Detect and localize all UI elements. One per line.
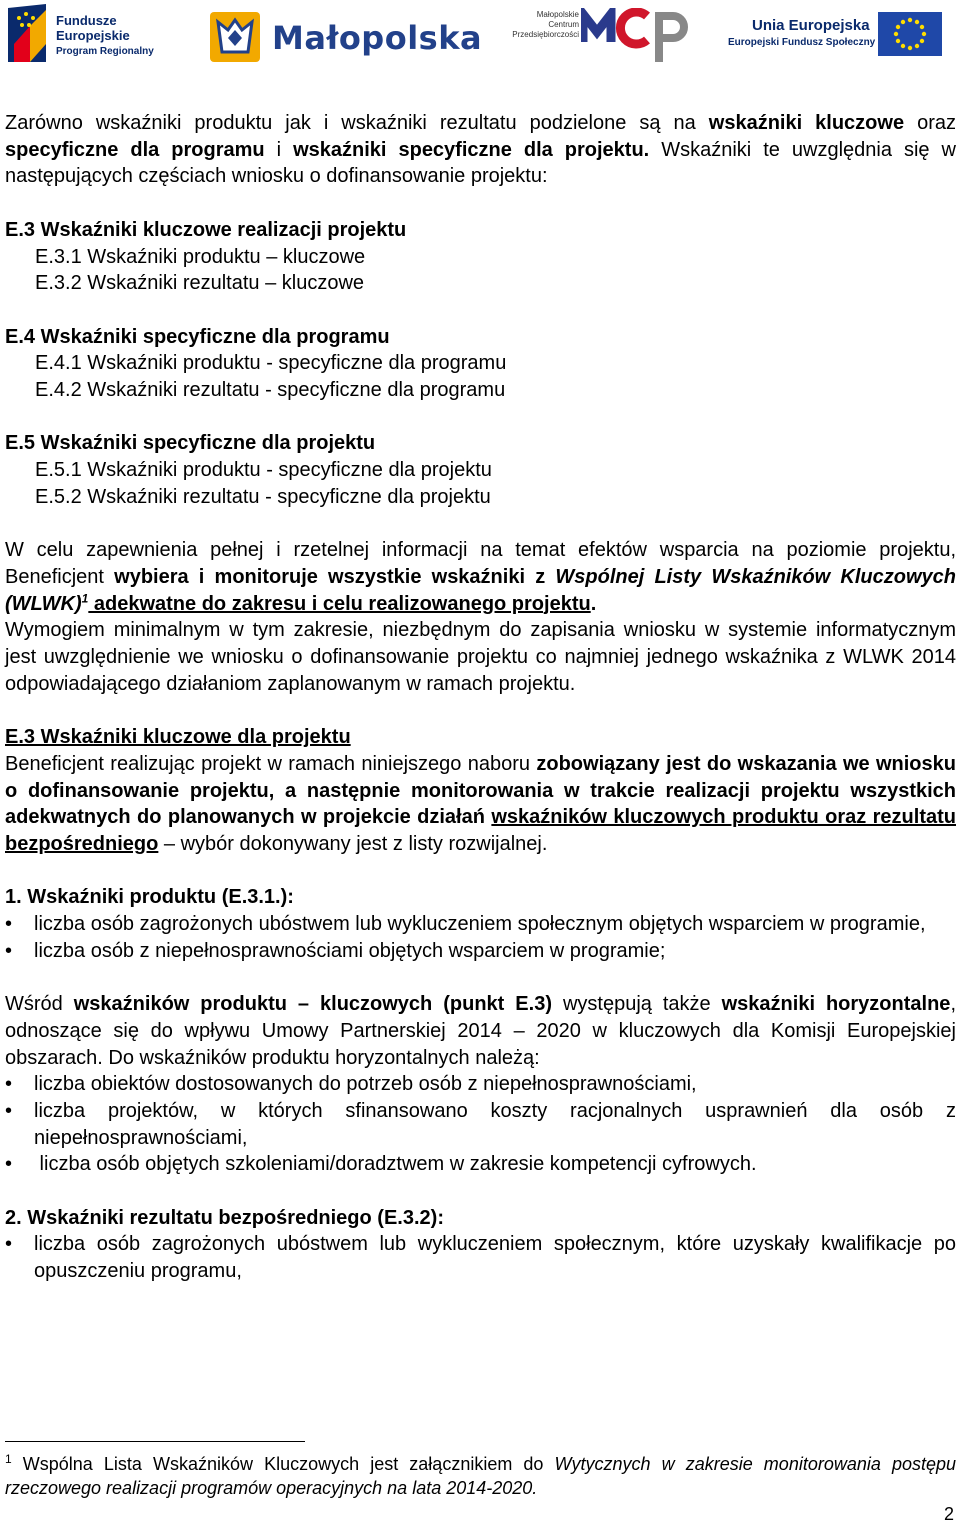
list-item xyxy=(5,911,956,938)
toc-heading-e3: E.3 Wskaźniki kluczowe realizacji projektu xyxy=(5,218,407,241)
footnote-text: Wspólna Lista Wskaźników Kluczowych jest załącznikiem do xyxy=(11,1454,555,1474)
list-item-text: liczba osób zagrożonych ubóstwem lub wykluczeniem społecznym, które uzyskały kwalifikacje po opuszczeniu programu, xyxy=(34,1233,956,1283)
wlwk-paragraph xyxy=(5,537,956,617)
horiz-bold-2: wskaźniki horyzontalne xyxy=(721,993,951,1016)
wlwk-text-1: W celu zapewnienia pełnej i rzetelnej informacji na temat efektów wsparcia na poziomie projektu, Beneficjent xyxy=(5,539,956,588)
logo-unia-europejska xyxy=(724,10,944,60)
footnote xyxy=(5,1452,956,1500)
e3-text-2: – wybór dokonywany jest z listy rozwijalnej. xyxy=(158,832,548,855)
list-item-text: liczba projektów, w których sfinansowano koszty racjonalnych usprawnień dla osób z niepełnosprawnościami, xyxy=(34,1099,956,1149)
list-item xyxy=(5,1151,956,1178)
horiz-text-2: występują także xyxy=(551,993,722,1016)
header-logos xyxy=(0,0,960,75)
list-item-text: liczba osób z niepełnosprawnościami objętych wsparciem w programie; xyxy=(34,939,666,962)
intro-bold-2: specyficzne dla programu xyxy=(5,138,265,161)
logo-fundusze-europejskie xyxy=(8,4,158,62)
list-item-text: liczba osób objętych szkoleniami/doradztwem w zakresie kompetencji cyfrowych. xyxy=(34,1153,757,1176)
fe-line1: Fundusze xyxy=(56,13,117,28)
malopolska-wordmark: Małopolska xyxy=(272,19,483,57)
toc-item-e52: E.5.2 Wskaźniki rezultatu - specyficzne dla projektu xyxy=(35,485,491,508)
list-item xyxy=(5,1098,956,1151)
wlwk-bold-1: wybiera i monitoruje wszystkie wskaźniki z xyxy=(114,565,556,588)
document-body xyxy=(5,110,956,1285)
mcp-line1: Małopolskie xyxy=(536,10,579,19)
intro-bold-3: wskaźniki specyficzne dla projektu. xyxy=(293,138,650,161)
bullet-icon: • xyxy=(5,1099,13,1122)
eu-line1: Unia Europejska xyxy=(752,17,870,34)
list-item-text: liczba obiektów dostosowanych do potrzeb osób z niepełnosprawnościami, xyxy=(34,1073,697,1096)
footnote-italic-text: Wytycznych w zakresie monitorowania postępu rzeczowego realizacji programów operacyjnych na lata 2014-2020. xyxy=(5,1454,957,1498)
list-item-text: liczba osób zagrożonych ubóstwem lub wykluczeniem społecznym objętych wsparciem w programie, xyxy=(34,913,926,935)
eu-flag-icon xyxy=(878,12,942,56)
toc-heading-e4: E.4 Wskaźniki specyficzne dla programu xyxy=(5,325,390,348)
bullet-icon: • xyxy=(5,1153,13,1176)
bullet-icon: • xyxy=(5,939,13,962)
fe-line2: Europejskie xyxy=(56,28,130,43)
list-item xyxy=(5,1071,956,1098)
e3-bold-1: zobowiązany jest do wskazania we wniosku o dofinansowanie projektu, a następnie monitorowania w trakcie realizacji projektu wszystkich adekwatnych do planowanych w projekcie działań xyxy=(5,752,956,829)
e3-bold-underline: wskaźników kluczowych produktu oraz rezultatu bezpośredniego xyxy=(5,806,956,855)
intro-paragraph xyxy=(5,110,956,190)
mcp-line2: Centrum xyxy=(548,20,579,29)
mcp-line3: Przedsiębiorczości xyxy=(512,30,579,39)
wlwk-bold-underline: adekwatne do zakresu i celu realizowanego projektu xyxy=(88,592,591,615)
section-e3-paragraph xyxy=(5,751,956,858)
wlwk-bold-italic: Wspólnej Listy Wskaźników Kluczowych (WLWK) xyxy=(5,565,956,615)
toc-item-e32: E.3.2 Wskaźniki rezultatu – kluczowe xyxy=(35,272,365,295)
e3-text-1: Beneficjent realizując projekt w ramach niniejszego naboru xyxy=(5,752,537,775)
logo-malopolska xyxy=(210,12,483,62)
footnote-number: 1 xyxy=(5,1452,12,1466)
horiz-bold-1: wskaźników produktu – kluczowych (punkt E.3) xyxy=(73,993,552,1016)
section-e3-heading: E.3 Wskaźniki kluczowe dla projektu xyxy=(5,726,351,749)
fe-line3: Program Regionalny xyxy=(56,46,154,57)
horizontal-indicators-paragraph xyxy=(5,991,956,1071)
toc-item-e51: E.5.1 Wskaźniki produktu - specyficzne dla projektu xyxy=(35,459,492,482)
toc-item-e42: E.4.2 Wskaźniki rezultatu - specyficzne dla programu xyxy=(35,379,506,401)
bullet-icon: • xyxy=(5,1073,13,1096)
minimum-requirement-paragraph: Wymogiem minimalnym w tym zakresie, niezbędnym do zapisania wniosku w systemie informatycznym jest uwzględnienie we wniosku o dofinansowanie projektu co najmniej jednego wskaźnika z WLWK 2014 odpowiadającego działaniom zaplanowanym w ramach projektu. xyxy=(5,619,956,695)
horiz-text-1: Wśród xyxy=(5,993,74,1016)
intro-text-3: i xyxy=(264,138,294,161)
logo-mcp xyxy=(505,8,690,68)
mcp-logo-icon xyxy=(581,8,689,68)
list-item xyxy=(5,1231,956,1284)
bullet-icon: • xyxy=(5,913,13,935)
toc-heading-e5: E.5 Wskaźniki specyficzne dla projektu xyxy=(5,432,376,455)
intro-text-1: Zarówno wskaźniki produktu jak i wskaźniki rezultatu podzielone są na xyxy=(5,112,709,134)
intro-text-4: Wskaźniki te uwzględnia się w następujących częściach wniosku o dofinansowanie projektu: xyxy=(5,138,956,188)
wlwk-dot: . xyxy=(590,592,597,615)
page-number: 2 xyxy=(943,1504,954,1524)
intro-text-2: oraz xyxy=(904,112,956,134)
footnote-ref[interactable]: 1 xyxy=(81,590,89,605)
footnote-separator xyxy=(5,1441,305,1442)
fundusze-europejskie-icon xyxy=(8,4,50,62)
list-item xyxy=(5,938,956,965)
toc-item-e41: E.4.1 Wskaźniki produktu - specyficzne dla programu xyxy=(35,352,507,375)
bullet-icon: • xyxy=(5,1233,13,1256)
list2-heading: 2. Wskaźniki rezultatu bezpośredniego (E.3.2): xyxy=(5,1206,444,1229)
toc-item-e31: E.3.1 Wskaźniki produktu – kluczowe xyxy=(35,245,366,268)
horiz-text-3: , odnoszące się do wpływu Umowy Partnerskiej 2014 – 2020 w kluczowych dla Komisji Europejskiej obszarach. Do wskaźników produktu horyzontalnych należą: xyxy=(5,993,956,1069)
intro-bold-1: wskaźniki kluczowe xyxy=(708,112,905,134)
malopolska-crest-icon xyxy=(210,12,260,62)
eu-line2: Europejski Fundusz Społeczny xyxy=(728,37,876,48)
list1-heading: 1. Wskaźniki produktu (E.3.1.): xyxy=(5,886,294,909)
